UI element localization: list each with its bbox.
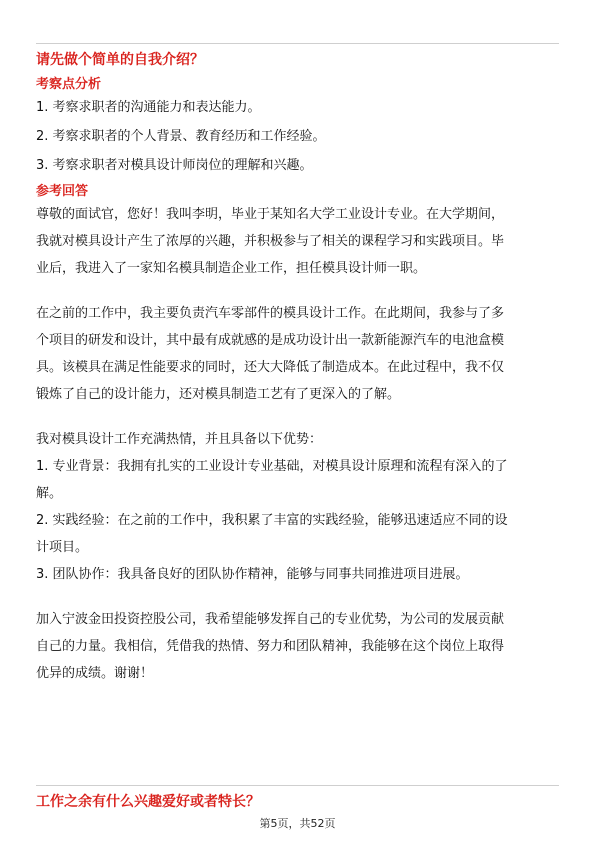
page-content [36,50,563,687]
analysis-point: 2. 考察求职者的个人背景、教育经历和工作经验。 [36,129,326,144]
text-line: 业后，我进入了一家知名模具制造企业工作，担任模具设计师一职。 [36,261,427,276]
next-question-title: 工作之余有什么兴趣爱好或者特长？ [36,794,260,810]
answer-paragraph-strengths [36,426,563,588]
analysis-point: 1. 考察求职者的沟通能力和表达能力。 [36,100,261,115]
answer-paragraph-closing [36,606,563,687]
text-line: 锻炼了自己的设计能力，还对模具制造工艺有了更深入的了解。 [36,387,401,402]
text-line: 加入宁波金田投资控股公司，我希望能够发挥自己的专业优势，为公司的发展贡献 [36,612,505,627]
spacer [36,282,563,300]
spacer [36,588,563,606]
top-divider [36,43,559,44]
text-line: 我对模具设计工作充满热情，并且具备以下优势： [36,432,323,447]
answer-paragraph-intro [36,201,563,282]
text-line: 优异的成绩。谢谢！ [36,666,154,681]
text-line: 具。该模具在满足性能要求的同时，还大大降低了制造成本。在此过程中，我不仅 [36,360,505,375]
analysis-heading: 考察点分析 [36,77,102,92]
answer-paragraph-experience [36,300,563,408]
page-number: 第5页，共52页 [259,817,336,830]
bottom-divider [36,785,559,786]
text-line: 在之前的工作中，我主要负责汽车零部件的模具设计工作。在此期间，我参与了多 [36,306,505,321]
spacer [36,408,563,426]
text-line: 我就对模具设计产生了浓厚的兴趣，并积极参与了相关的课程学习和实践项目。毕 [36,234,505,249]
text-line: 计项目。 [36,540,89,555]
text-line: 个项目的研发和设计，其中最有成就感的是成功设计出一款新能源汽车的电池盒模 [36,333,505,348]
text-line: 3. 团队协作：我具备良好的团队协作精神，能够与同事共同推进项目进展。 [36,567,469,582]
text-line: 1. 专业背景：我拥有扎实的工业设计专业基础，对模具设计原理和流程有深入的了 [36,459,508,474]
question-title: 请先做个简单的自我介绍？ [36,52,204,68]
text-line: 尊敬的面试官，您好！我叫李明，毕业于某知名大学工业设计专业。在大学期间， [36,207,505,222]
text-line: 2. 实践经验：在之前的工作中，我积累了丰富的实践经验，能够迅速适应不同的设 [36,513,508,528]
answer-heading: 参考回答 [36,184,89,199]
analysis-point: 3. 考察求职者对模具设计师岗位的理解和兴趣。 [36,158,313,173]
text-line: 自己的力量。我相信，凭借我的热情、努力和团队精神，我能够在这个岗位上取得 [36,639,505,654]
text-line: 解。 [36,486,63,501]
